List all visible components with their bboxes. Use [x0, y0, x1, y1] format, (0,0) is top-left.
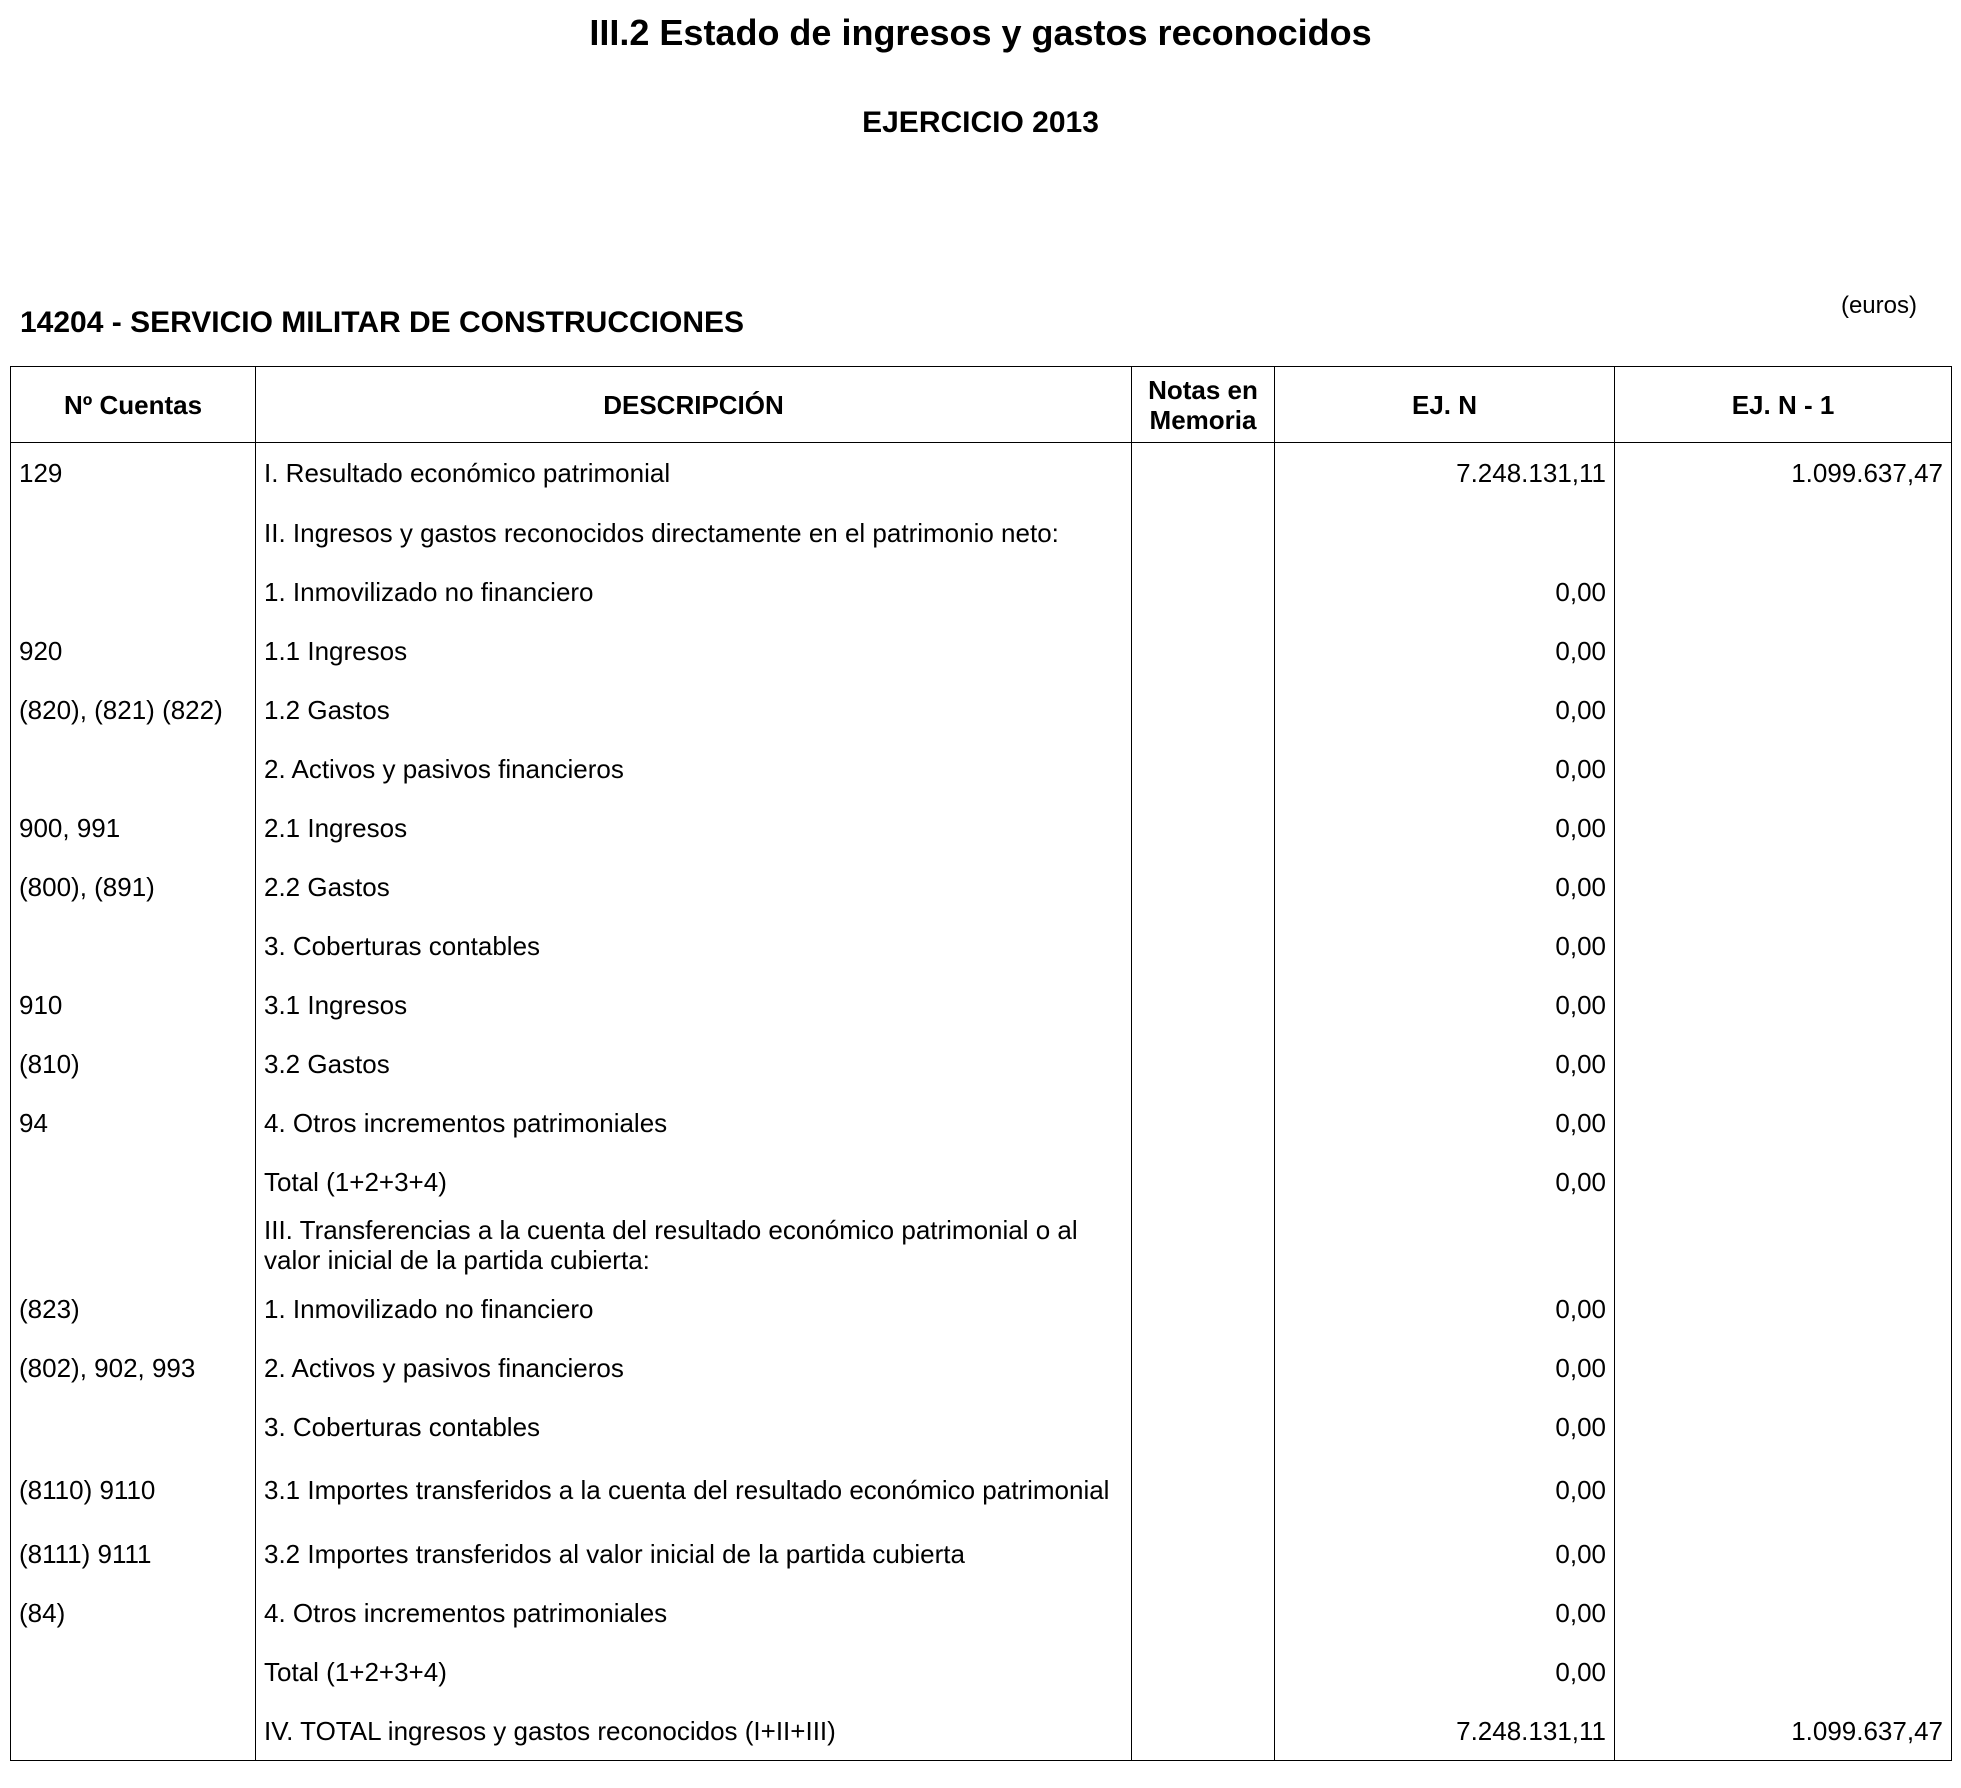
cell-cuentas [11, 1152, 256, 1211]
cell-notas [1132, 680, 1275, 739]
cell-ej-n1 [1615, 857, 1952, 916]
cell-ej-n1 [1615, 916, 1952, 975]
cell-ej-n [1275, 503, 1615, 562]
cell-cuentas [11, 562, 256, 621]
cell-descripcion: 4. Otros incrementos patrimoniales [256, 1583, 1132, 1642]
table-row [11, 443, 1952, 504]
cell-ej-n: 0,00 [1275, 1338, 1615, 1397]
cell-ej-n1 [1615, 798, 1952, 857]
cell-ej-n1 [1615, 1397, 1952, 1456]
cell-ej-n: 0,00 [1275, 680, 1615, 739]
cell-ej-n1 [1615, 1456, 1952, 1524]
cell-notas [1132, 443, 1275, 504]
cell-descripcion: 3.2 Gastos [256, 1034, 1132, 1093]
cell-ej-n: 7.248.131,11 [1275, 443, 1615, 504]
table-row [11, 1397, 1952, 1456]
cell-cuentas: (8111) 9111 [11, 1524, 256, 1583]
cell-cuentas [11, 739, 256, 798]
table-body [11, 443, 1952, 1761]
table-row [11, 1338, 1952, 1397]
cell-descripcion: I. Resultado económico patrimonial [256, 443, 1132, 504]
cell-cuentas: (84) [11, 1583, 256, 1642]
cell-ej-n: 0,00 [1275, 621, 1615, 680]
cell-ej-n1: 1.099.637,47 [1615, 443, 1952, 504]
table-row [11, 1583, 1952, 1642]
statement-table [10, 366, 1952, 1761]
cell-notas [1132, 975, 1275, 1034]
cell-cuentas [11, 1211, 256, 1279]
cell-descripcion: 4. Otros incrementos patrimoniales [256, 1093, 1132, 1152]
cell-ej-n: 0,00 [1275, 916, 1615, 975]
cell-notas [1132, 739, 1275, 798]
cell-cuentas [11, 1642, 256, 1701]
cell-descripcion: IV. TOTAL ingresos y gastos reconocidos (I+II+III) [256, 1701, 1132, 1761]
cell-ej-n1 [1615, 562, 1952, 621]
cell-cuentas: 910 [11, 975, 256, 1034]
header-ej-n1: EJ. N - 1 [1615, 367, 1952, 443]
cell-ej-n1 [1615, 1642, 1952, 1701]
cell-descripcion: 1.2 Gastos [256, 680, 1132, 739]
cell-notas [1132, 562, 1275, 621]
cell-notas [1132, 798, 1275, 857]
cell-ej-n1 [1615, 1338, 1952, 1397]
cell-ej-n: 0,00 [1275, 1034, 1615, 1093]
table-row [11, 1152, 1952, 1211]
cell-ej-n1 [1615, 1211, 1952, 1279]
entity-heading: 14204 - SERVICIO MILITAR DE CONSTRUCCIONES [20, 306, 745, 339]
cell-descripcion: III. Transferencias a la cuenta del resultado económico patrimonial o al valor inicial de la partida cubierta: [256, 1211, 1132, 1279]
cell-ej-n1 [1615, 1279, 1952, 1338]
cell-notas [1132, 1397, 1275, 1456]
cell-ej-n: 0,00 [1275, 739, 1615, 798]
document-title: III.2 Estado de ingresos y gastos reconocidos [589, 12, 1372, 53]
cell-ej-n1 [1615, 975, 1952, 1034]
table-row [11, 798, 1952, 857]
cell-descripcion: 3.2 Importes transferidos al valor inicial de la partida cubierta [256, 1524, 1132, 1583]
table-row [11, 1279, 1952, 1338]
cell-cuentas: (823) [11, 1279, 256, 1338]
table-row [11, 1093, 1952, 1152]
table-header-row [11, 367, 1952, 443]
cell-ej-n: 0,00 [1275, 1642, 1615, 1701]
table-row [11, 503, 1952, 562]
cell-cuentas: 94 [11, 1093, 256, 1152]
cell-cuentas [11, 1701, 256, 1761]
cell-ej-n: 0,00 [1275, 1397, 1615, 1456]
header-notas: Notas en Memoria [1132, 367, 1275, 443]
table-row [11, 975, 1952, 1034]
cell-cuentas: (800), (891) [11, 857, 256, 916]
cell-ej-n1 [1615, 1524, 1952, 1583]
cell-ej-n: 0,00 [1275, 1456, 1615, 1524]
cell-cuentas [11, 503, 256, 562]
cell-cuentas: (8110) 9110 [11, 1456, 256, 1524]
cell-ej-n: 0,00 [1275, 857, 1615, 916]
header-ej-n: EJ. N [1275, 367, 1615, 443]
cell-descripcion: 2.2 Gastos [256, 857, 1132, 916]
cell-cuentas: 920 [11, 621, 256, 680]
cell-notas [1132, 916, 1275, 975]
cell-notas [1132, 1152, 1275, 1211]
cell-descripcion: 1. Inmovilizado no financiero [256, 1279, 1132, 1338]
cell-ej-n1 [1615, 1583, 1952, 1642]
cell-descripcion: 2. Activos y pasivos financieros [256, 1338, 1132, 1397]
table-row [11, 1524, 1952, 1583]
table-row [11, 916, 1952, 975]
cell-ej-n1 [1615, 503, 1952, 562]
cell-ej-n1 [1615, 621, 1952, 680]
table-row [11, 680, 1952, 739]
cell-notas [1132, 503, 1275, 562]
cell-notas [1132, 621, 1275, 680]
cell-cuentas [11, 916, 256, 975]
table-row [11, 621, 1952, 680]
cell-descripcion: 3.1 Ingresos [256, 975, 1132, 1034]
header-descripcion: DESCRIPCIÓN [256, 367, 1132, 443]
cell-ej-n1: 1.099.637,47 [1615, 1701, 1952, 1761]
units-label: (euros) [1840, 292, 1917, 319]
cell-cuentas: 129 [11, 443, 256, 504]
cell-cuentas [11, 1397, 256, 1456]
table-row [11, 1642, 1952, 1701]
cell-ej-n1 [1615, 680, 1952, 739]
cell-ej-n: 0,00 [1275, 1583, 1615, 1642]
header-cuentas: Nº Cuentas [11, 367, 256, 443]
cell-ej-n: 7.248.131,11 [1275, 1701, 1615, 1761]
cell-cuentas: (810) [11, 1034, 256, 1093]
cell-descripcion: 1.1 Ingresos [256, 621, 1132, 680]
cell-ej-n: 0,00 [1275, 1279, 1615, 1338]
cell-notas [1132, 1701, 1275, 1761]
cell-descripcion: 2. Activos y pasivos financieros [256, 739, 1132, 798]
cell-descripcion: 3.1 Importes transferidos a la cuenta del resultado económico patrimonial [256, 1456, 1132, 1524]
table-row [11, 857, 1952, 916]
cell-ej-n: 0,00 [1275, 975, 1615, 1034]
cell-notas [1132, 1338, 1275, 1397]
cell-notas [1132, 1642, 1275, 1701]
cell-ej-n: 0,00 [1275, 562, 1615, 621]
cell-descripcion: 3. Coberturas contables [256, 1397, 1132, 1456]
cell-ej-n [1275, 1211, 1615, 1279]
cell-ej-n1 [1615, 1093, 1952, 1152]
cell-ej-n: 0,00 [1275, 1524, 1615, 1583]
table-row [11, 562, 1952, 621]
table-row [11, 1701, 1952, 1761]
cell-ej-n: 0,00 [1275, 1152, 1615, 1211]
cell-ej-n1 [1615, 739, 1952, 798]
cell-descripcion: II. Ingresos y gastos reconocidos directamente en el patrimonio neto: [256, 503, 1132, 562]
cell-notas [1132, 1524, 1275, 1583]
cell-notas [1132, 1034, 1275, 1093]
cell-ej-n1 [1615, 1152, 1952, 1211]
cell-cuentas: (820), (821) (822) [11, 680, 256, 739]
table-row [11, 1456, 1952, 1524]
cell-descripcion: Total (1+2+3+4) [256, 1642, 1132, 1701]
cell-cuentas: 900, 991 [11, 798, 256, 857]
document-subtitle: EJERCICIO 2013 [862, 106, 1099, 139]
cell-descripcion: 1. Inmovilizado no financiero [256, 562, 1132, 621]
cell-descripcion: Total (1+2+3+4) [256, 1152, 1132, 1211]
cell-ej-n: 0,00 [1275, 1093, 1615, 1152]
table-row [11, 739, 1952, 798]
cell-notas [1132, 1211, 1275, 1279]
cell-notas [1132, 1093, 1275, 1152]
cell-descripcion: 2.1 Ingresos [256, 798, 1132, 857]
cell-cuentas: (802), 902, 993 [11, 1338, 256, 1397]
cell-ej-n1 [1615, 1034, 1952, 1093]
table-row [11, 1211, 1952, 1279]
cell-notas [1132, 1583, 1275, 1642]
table-row [11, 1034, 1952, 1093]
cell-ej-n: 0,00 [1275, 798, 1615, 857]
cell-notas [1132, 857, 1275, 916]
cell-descripcion: 3. Coberturas contables [256, 916, 1132, 975]
cell-notas [1132, 1456, 1275, 1524]
cell-notas [1132, 1279, 1275, 1338]
